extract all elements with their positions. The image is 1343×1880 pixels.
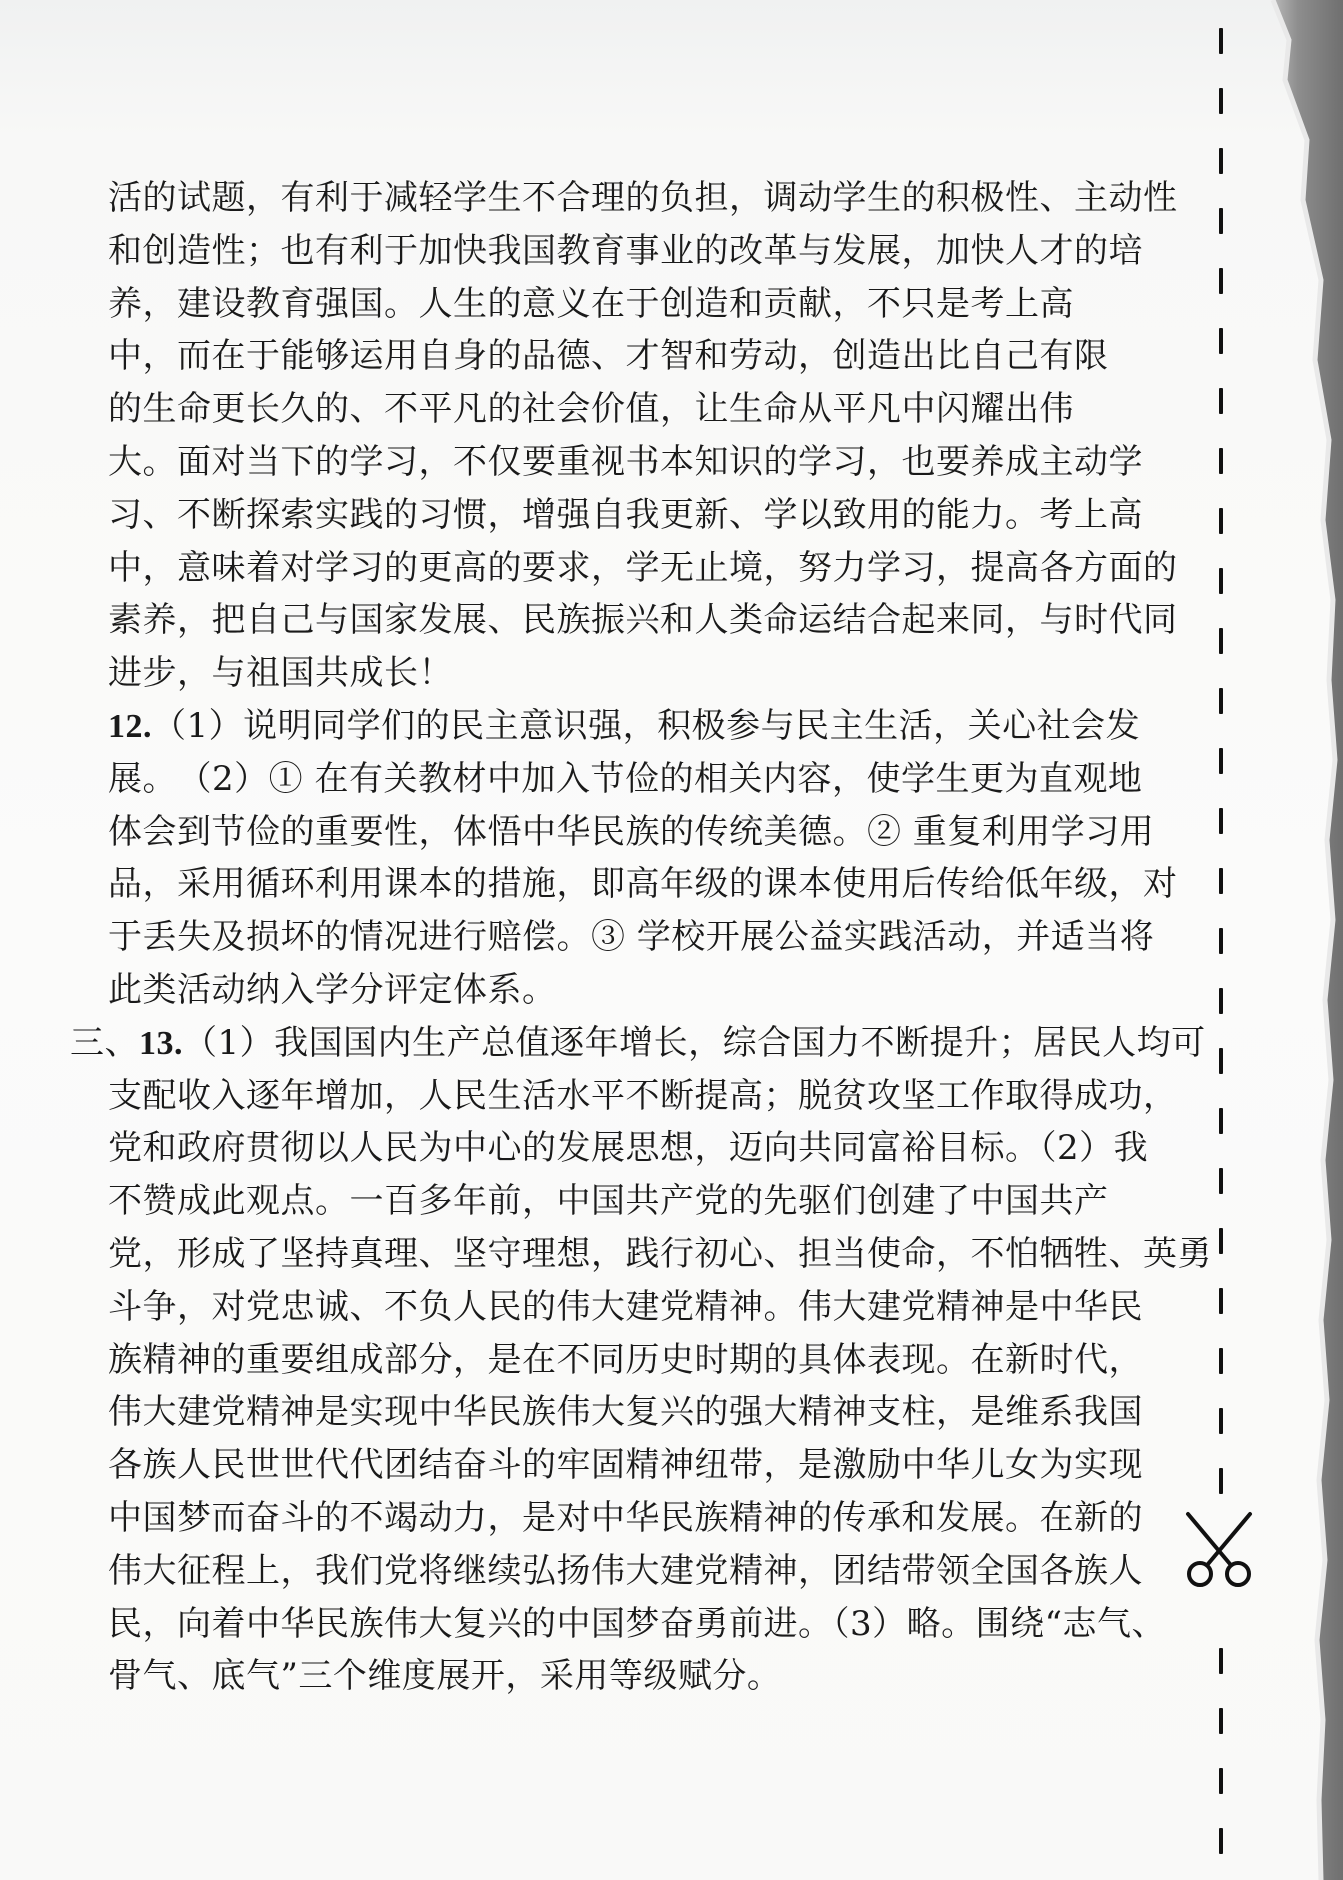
cut-line-dash: [1219, 988, 1223, 1014]
text-line: 民，向着中华民族伟大复兴的中国梦奋勇前进。（3）略。围绕“志气、: [108, 1603, 1167, 1644]
question-number: 12.: [108, 707, 152, 745]
text-line: 不赞成此观点。一百多年前，中国共产党的先驱们创建了中国共产: [108, 1181, 1109, 1222]
text-line: 展。 （2）① 在有关教材中加入节俭的相关内容，使学生更为直观地: [108, 758, 1143, 799]
question-number: 13.: [139, 1024, 183, 1062]
text-line: 各族人民世世代代团结奋斗的牢固精神纽带，是激励中华儿女为实现: [108, 1445, 1143, 1486]
torn-paper-edge: [1233, 0, 1343, 1880]
cut-line-dash: [1219, 1708, 1223, 1734]
cut-line-dash: [1219, 1768, 1223, 1794]
text-line: 伟大建党精神是实现中华民族伟大复兴的强大精神支柱，是维系我国: [108, 1392, 1143, 1433]
cut-line-dash: [1219, 448, 1223, 474]
cut-line-dash: [1219, 1048, 1223, 1074]
cut-line-dash: [1219, 28, 1223, 54]
text-line: 素养，把自己与国家发展、民族振兴和人类命运结合起来同，与时代同: [108, 600, 1178, 641]
text-line: 党和政府贯彻以人民为中心的发展思想，迈向共同富裕目标。（2）我: [108, 1128, 1149, 1169]
text-line: 中，而在于能够运用自身的品德、才智和劳动，创造出比自己有限: [108, 336, 1109, 377]
text-line: 习、不断探索实践的习惯，增强自我更新、学以致用的能力。考上高: [108, 494, 1143, 535]
text-line: 于丢失及损坏的情况进行赔偿。③ 学校开展公益实践活动，并适当将: [108, 917, 1155, 958]
text-line: 品，采用循环利用课本的措施，即高年级的课本使用后传给低年级，对: [108, 864, 1178, 905]
cut-line-dash: [1219, 508, 1223, 534]
text-line: 和创造性；也有利于加快我国教育事业的改革与发展，加快人才的培: [108, 230, 1143, 271]
text-line: 中，意味着对学习的更高的要求，学无止境，努力学习，提高各方面的: [108, 547, 1178, 588]
text-line: 的生命更长久的、不平凡的社会价值，让生命从平凡中闪耀出伟: [108, 389, 1074, 430]
text-line: 支配收入逐年增加，人民生活水平不断提高；脱贫攻坚工作取得成功，: [108, 1075, 1178, 1116]
cut-line-dash: [1219, 628, 1223, 654]
answer-text: [70, 172, 1212, 1703]
cut-line-dash: [1219, 1228, 1223, 1254]
text-segment: （1）说明同学们的民主意识强，积极参与民主生活，关心社会发: [152, 705, 1141, 746]
text-line: 骨气、底气”三个维度展开，采用等级赋分。: [108, 1656, 782, 1697]
cut-line-dash: [1219, 148, 1223, 174]
scissors-icon: [1178, 1508, 1260, 1590]
cut-line-dash: [1219, 868, 1223, 894]
dashed-cut-line: [1218, 20, 1226, 1870]
cut-line-dash: [1219, 1648, 1223, 1674]
text-line: 体会到节俭的重要性，体悟中华民族的传统美德。② 重复利用学习用: [108, 811, 1155, 852]
text-line: 斗争，对党忠诚、不负人民的伟大建党精神。伟大建党精神是中华民: [108, 1286, 1143, 1327]
cut-line-dash: [1219, 388, 1223, 414]
question-13-first-line: [70, 1017, 1206, 1070]
cut-line-dash: [1219, 328, 1223, 354]
cut-line-dash: [1219, 88, 1223, 114]
cut-line-dash: [1219, 268, 1223, 294]
text-line: 族精神的重要组成部分，是在不同历史时期的具体表现。在新时代，: [108, 1339, 1143, 1380]
cut-line-dash: [1219, 1348, 1223, 1374]
text-line: 中国梦而奋斗的不竭动力，是对中华民族精神的传承和发展。在新的: [108, 1497, 1143, 1538]
text-line: 大。面对当下的学习，不仅要重视书本知识的学习，也要养成主动学: [108, 441, 1143, 482]
cut-line-dash: [1219, 1168, 1223, 1194]
cut-line-dash: [1219, 568, 1223, 594]
cut-line-dash: [1219, 748, 1223, 774]
text-line: 此类活动纳入学分评定体系。: [108, 969, 557, 1010]
text-line: 伟大征程上，我们党将继续弘扬伟大建党精神，团结带领全国各族人: [108, 1550, 1143, 1591]
text-segment: （1）我国国内生产总值逐年增长，综合国力不断提升；居民人均可: [183, 1022, 1206, 1063]
cut-line-dash: [1219, 688, 1223, 714]
question-12-first-line: [70, 700, 1141, 753]
cut-line-dash: [1219, 928, 1223, 954]
cut-line-dash: [1219, 1408, 1223, 1434]
text-line: 活的试题，有利于减轻学生不合理的负担，调动学生的积极性、主动性: [108, 178, 1178, 218]
cut-line-dash: [1219, 1828, 1223, 1854]
text-line: 党，形成了坚持真理、坚守理想，践行初心、担当使命，不怕牺牲、英勇: [108, 1233, 1212, 1274]
cut-line-dash: [1219, 1288, 1223, 1314]
cut-line-dash: [1219, 808, 1223, 834]
text-line: 进步，与祖国共成长！: [108, 653, 453, 694]
section-marker: 三、: [70, 1022, 139, 1063]
text-line: 养，建设教育强国。人生的意义在于创造和贡献，不只是考上高: [108, 283, 1074, 324]
cut-line-dash: [1219, 208, 1223, 234]
cut-line-dash: [1219, 1468, 1223, 1494]
cut-line-dash: [1219, 1108, 1223, 1134]
